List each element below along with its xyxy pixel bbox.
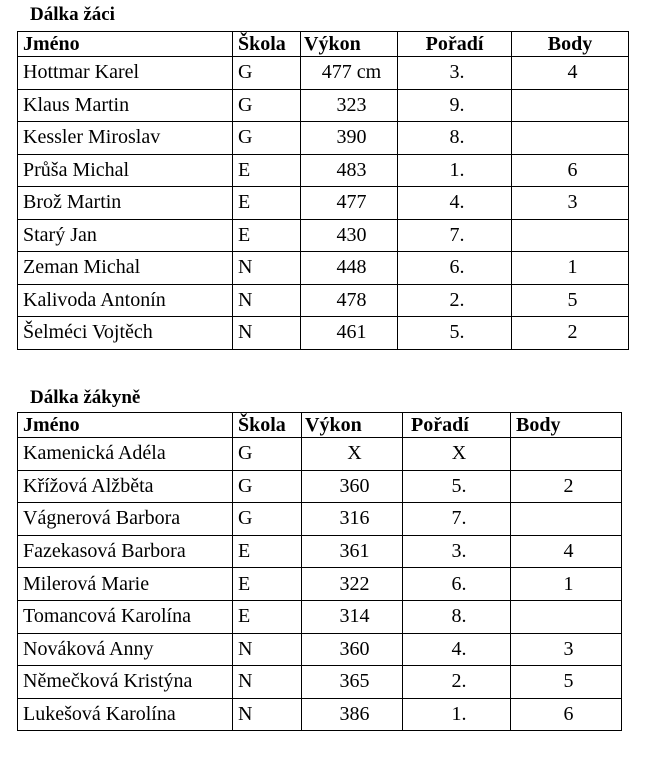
cell-name: Klaus Martin — [18, 89, 233, 122]
header-performance: Výkon — [302, 413, 403, 438]
cell-points: 2 — [511, 470, 622, 503]
cell-name: Kamenická Adéla — [18, 438, 233, 471]
table-row — [18, 252, 629, 285]
cell-performance: 477 cm — [301, 57, 398, 90]
cell-performance: 483 — [301, 154, 398, 187]
cell-school: E — [233, 154, 301, 187]
header-school: Škola — [233, 32, 301, 57]
cell-rank: 5. — [398, 317, 512, 350]
cell-school: E — [233, 600, 302, 633]
table-row — [18, 535, 622, 568]
cell-performance: 461 — [301, 317, 398, 350]
table-row — [18, 633, 622, 666]
table-row — [18, 284, 629, 317]
cell-rank: 1. — [403, 698, 511, 731]
cell-name: Průša Michal — [18, 154, 233, 187]
cell-school: G — [233, 89, 301, 122]
header-performance: Výkon — [301, 32, 398, 57]
table-row — [18, 57, 629, 90]
cell-performance: 322 — [302, 568, 403, 601]
cell-school: E — [233, 535, 302, 568]
cell-name: Nováková Anny — [18, 633, 233, 666]
cell-name: Tomancová Karolína — [18, 600, 233, 633]
table-row — [18, 154, 629, 187]
cell-points — [512, 219, 629, 252]
cell-school: E — [233, 219, 301, 252]
cell-points: 3 — [512, 187, 629, 220]
cell-name: Zeman Michal — [18, 252, 233, 285]
cell-rank: 6. — [398, 252, 512, 285]
cell-performance: 386 — [302, 698, 403, 731]
girls-long-jump-title: Dálka žákyně — [30, 387, 141, 408]
header-points: Body — [512, 32, 629, 57]
cell-name: Brož Martin — [18, 187, 233, 220]
cell-name: Milerová Marie — [18, 568, 233, 601]
cell-name: Vágnerová Barbora — [18, 503, 233, 536]
cell-points: 6 — [512, 154, 629, 187]
cell-points: 1 — [511, 568, 622, 601]
cell-points — [511, 438, 622, 471]
cell-rank: 8. — [398, 122, 512, 155]
table-row — [18, 122, 629, 155]
table-row — [18, 187, 629, 220]
cell-school: N — [233, 666, 302, 699]
header-row — [18, 32, 629, 57]
cell-rank: 4. — [398, 187, 512, 220]
table-row — [18, 219, 629, 252]
cell-performance: 314 — [302, 600, 403, 633]
cell-points: 4 — [512, 57, 629, 90]
cell-performance: 478 — [301, 284, 398, 317]
table-row — [18, 600, 622, 633]
cell-points: 5 — [512, 284, 629, 317]
cell-performance: 448 — [301, 252, 398, 285]
table-row — [18, 317, 629, 350]
cell-rank: 8. — [403, 600, 511, 633]
cell-name: Kalivoda Antonín — [18, 284, 233, 317]
cell-points: 4 — [511, 535, 622, 568]
cell-performance: 323 — [301, 89, 398, 122]
header-rank: Pořadí — [403, 413, 511, 438]
cell-school: N — [233, 317, 301, 350]
cell-school: N — [233, 698, 302, 731]
cell-rank: 6. — [403, 568, 511, 601]
cell-rank: 3. — [398, 57, 512, 90]
boys-long-jump-title: Dálka žáci — [30, 4, 115, 25]
cell-points: 2 — [512, 317, 629, 350]
cell-rank: 3. — [403, 535, 511, 568]
cell-performance: 430 — [301, 219, 398, 252]
header-rank: Pořadí — [398, 32, 512, 57]
cell-school: G — [233, 438, 302, 471]
table-row — [18, 666, 622, 699]
boys-long-jump-table — [17, 31, 629, 350]
cell-rank: 2. — [403, 666, 511, 699]
table-row — [18, 503, 622, 536]
cell-points — [512, 122, 629, 155]
cell-school: G — [233, 57, 301, 90]
cell-points — [512, 89, 629, 122]
cell-performance: 361 — [302, 535, 403, 568]
header-points: Body — [511, 413, 622, 438]
cell-performance: X — [302, 438, 403, 471]
cell-performance: 316 — [302, 503, 403, 536]
cell-name: Němečková Kristýna — [18, 666, 233, 699]
table-row — [18, 568, 622, 601]
header-row — [18, 413, 622, 438]
cell-performance: 360 — [302, 470, 403, 503]
cell-rank: X — [403, 438, 511, 471]
table-row — [18, 438, 622, 471]
cell-rank: 4. — [403, 633, 511, 666]
header-name: Jméno — [18, 413, 233, 438]
cell-school: E — [233, 187, 301, 220]
cell-performance: 365 — [302, 666, 403, 699]
cell-name: Starý Jan — [18, 219, 233, 252]
cell-rank: 9. — [398, 89, 512, 122]
girls-long-jump-table — [17, 412, 622, 731]
header-school: Škola — [233, 413, 302, 438]
header-name: Jméno — [18, 32, 233, 57]
cell-points: 6 — [511, 698, 622, 731]
cell-performance: 477 — [301, 187, 398, 220]
cell-school: N — [233, 284, 301, 317]
cell-rank: 2. — [398, 284, 512, 317]
cell-rank: 7. — [403, 503, 511, 536]
table-row — [18, 470, 622, 503]
cell-school: G — [233, 122, 301, 155]
cell-points: 5 — [511, 666, 622, 699]
cell-performance: 390 — [301, 122, 398, 155]
cell-rank: 1. — [398, 154, 512, 187]
cell-points — [511, 600, 622, 633]
cell-points: 1 — [512, 252, 629, 285]
cell-name: Křížová Alžběta — [18, 470, 233, 503]
cell-rank: 7. — [398, 219, 512, 252]
cell-performance: 360 — [302, 633, 403, 666]
cell-school: E — [233, 568, 302, 601]
cell-school: G — [233, 470, 302, 503]
cell-school: N — [233, 252, 301, 285]
cell-school: G — [233, 503, 302, 536]
table-row — [18, 89, 629, 122]
cell-rank: 5. — [403, 470, 511, 503]
cell-name: Lukešová Karolína — [18, 698, 233, 731]
cell-name: Šelméci Vojtěch — [18, 317, 233, 350]
cell-points — [511, 503, 622, 536]
table-row — [18, 698, 622, 731]
cell-school: N — [233, 633, 302, 666]
cell-points: 3 — [511, 633, 622, 666]
cell-name: Kessler Miroslav — [18, 122, 233, 155]
cell-name: Fazekasová Barbora — [18, 535, 233, 568]
cell-name: Hottmar Karel — [18, 57, 233, 90]
